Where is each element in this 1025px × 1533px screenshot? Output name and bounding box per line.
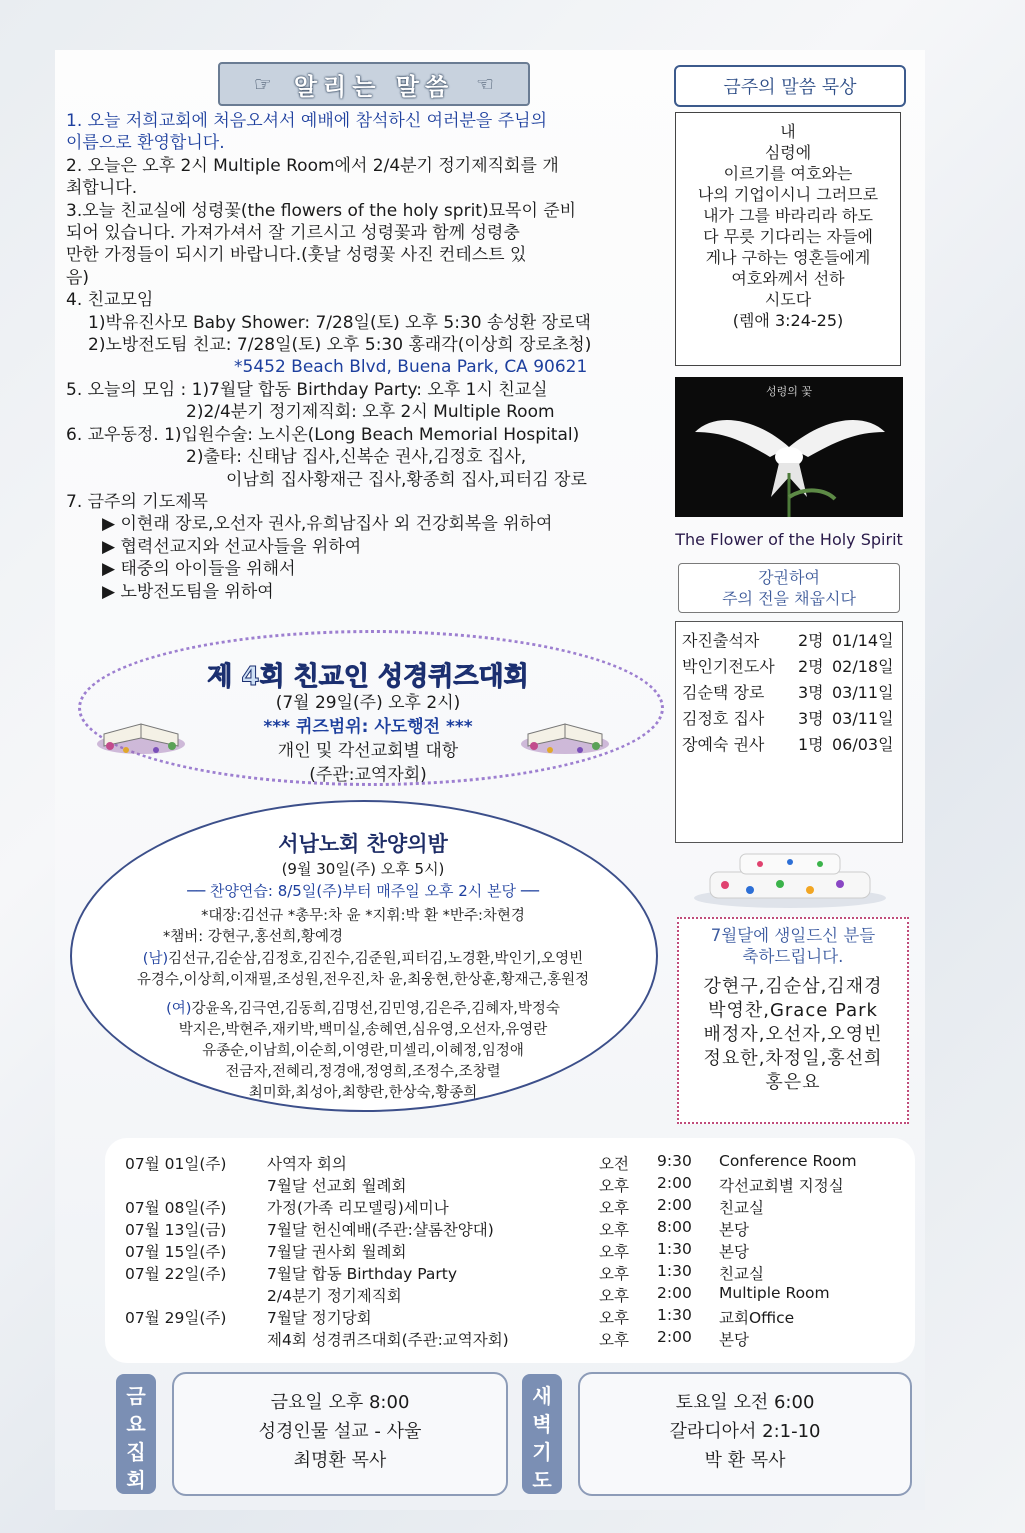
notice-line: 2)2/4분기 정기제직회: 오후 2시 Multiple Room	[186, 402, 555, 423]
friday-speaker: 최명환 목사	[293, 1450, 387, 1471]
notice-line: 되어 있습니다. 가져가셔서 잘 기르시고 성령꽃과 함께 성령충	[66, 223, 520, 244]
schedule-ampm: 오후	[599, 1265, 629, 1283]
birthday-cake-icon	[690, 850, 890, 910]
schedule-date: 07월 15일(주)	[125, 1243, 227, 1261]
notice-line: 이름으로 환영합니다.	[66, 133, 225, 154]
pointing-hand-right-icon: ☞	[253, 72, 272, 96]
men-names: 김선규,김순삼,김정호,김진수,김준원,피터김,노경환,박인기,오영빈	[168, 951, 584, 967]
friday-time: 금요일 오후 8:00	[270, 1392, 410, 1413]
schedule-ampm: 오후	[599, 1287, 629, 1305]
schedule-place: Conference Room	[719, 1152, 857, 1170]
birthday-title-line: 축하드립니다.	[742, 947, 844, 966]
men-row: 유경수,이상희,이재필,조성원,전우진,차 윤,최웅현,한상훈,황재근,홍원정	[136, 972, 590, 988]
friday-meeting-box	[172, 1372, 508, 1496]
schedule-place: 본당	[719, 1331, 749, 1349]
schedule-date: 07월 22일(주)	[125, 1265, 227, 1283]
schedule-time: 9:30	[657, 1152, 692, 1170]
women-label: (여)	[166, 1001, 192, 1017]
attendance-title-line: 주의 전을 채웁시다	[722, 589, 856, 608]
dawn-prayer-tab	[522, 1374, 562, 1494]
schedule-event: 제4회 성경퀴즈대회(주관:교역자회)	[267, 1331, 509, 1349]
notice-line: 음)	[66, 267, 90, 288]
schedule-event: 7월달 합동 Birthday Party	[267, 1265, 458, 1283]
schedule-ampm: 오후	[599, 1243, 629, 1261]
birthday-names-line: 박영찬,Grace Park	[708, 1000, 878, 1021]
notice-line: 2)출타: 신태남 집사,신복순 권사,김정호 집사,	[186, 447, 527, 468]
schedule-event: 7월달 권사회 월례회	[267, 1243, 407, 1261]
meditation-title-box	[674, 65, 906, 107]
quiz-type: 개인 및 각선교회별 대항	[277, 741, 459, 761]
pointing-hand-left-icon: ☜	[476, 72, 495, 96]
schedule-ampm: 오후	[599, 1221, 629, 1239]
notice-line: 7. 금주의 기도제목	[66, 491, 208, 512]
quiz-date: (7월 29일(주) 오후 2시)	[275, 693, 461, 713]
schedule-time: 8:00	[657, 1218, 692, 1236]
dawn-speaker: 박 환 목사	[704, 1450, 786, 1471]
quiz-host: (주관:교역자회)	[309, 765, 427, 785]
men-label: (남)	[142, 951, 169, 967]
schedule-ampm: 오후	[599, 1199, 629, 1217]
schedule-ampm: 오후	[599, 1331, 629, 1349]
schedule-event: 7월달 정기당회	[267, 1309, 372, 1327]
friday-topic: 성경인물 설교 - 사울	[258, 1421, 422, 1442]
attendance-title-box	[678, 563, 900, 613]
notice-line: 2. 오늘은 오후 2시 Multiple Room에서 2/4분기 정기제직회를 개	[66, 155, 559, 176]
bible-quiz-section	[68, 630, 668, 790]
dawn-prayer-tab-label: 새 벽 기 도	[532, 1384, 552, 1492]
schedule-place: 각선교회별 지정실	[719, 1177, 844, 1195]
schedule-date: 07월 08일(주)	[125, 1199, 227, 1217]
schedule-time: 1:30	[657, 1306, 692, 1324]
verse-line: 나의 기업이시니 그러므로	[697, 185, 879, 204]
notice-title: 알리는 말씀	[293, 72, 455, 101]
birthday-names-line: 배정자,오선자,오영빈	[703, 1024, 883, 1045]
notice-title-banner	[218, 62, 530, 106]
praise-night-date: (9월 30일(주) 오후 5시)	[281, 860, 445, 878]
verse-line: 심령에	[764, 143, 812, 162]
holy-spirit-flower-image	[675, 377, 903, 517]
schedule-event: 7월달 헌신예배(주관:샬롬찬양대)	[267, 1221, 494, 1239]
verse-reference: (렘애 3:24-25)	[732, 311, 844, 330]
schedule-time: 2:00	[657, 1284, 692, 1302]
schedule-place: 친교실	[719, 1199, 764, 1217]
schedule-place: 본당	[719, 1243, 749, 1261]
prayer-item: ▶ 태중의 아이들을 위해서	[102, 559, 296, 580]
choir-roles: *대장:김선규 *총무:차 윤 *지휘:박 환 *반주:차현경	[201, 908, 525, 924]
women-names: 강윤옥,김극연,김동희,김명선,김민영,김은주,김혜자,박정숙	[191, 1001, 560, 1017]
women-row	[70, 997, 656, 1018]
verse-line: 내	[780, 122, 796, 141]
notice-list	[66, 110, 666, 603]
verse-line: 여호와께서 선하	[731, 269, 845, 288]
notice-line: 2)노방전도팀 친교: 7/28일(토) 오후 5:30 홍래각(이상희 장로초청)	[88, 335, 592, 356]
notice-line: 5. 오늘의 모임 : 1)7월달 합동 Birthday Party: 오후 1시 친교실	[66, 379, 548, 400]
schedule-place: 친교실	[719, 1265, 764, 1283]
schedule-event: 2/4분기 정기제직회	[267, 1287, 402, 1305]
women-row: 최미화,최성아,최향란,한상숙,황종희	[248, 1085, 478, 1101]
notice-line: 만한 가정들이 되시기 바랍니다.(훗날 성령꽃 사진 컨테스트 있	[66, 245, 527, 266]
quiz-range: *** 퀴즈범위: 사도행전 ***	[263, 717, 473, 737]
notice-line: 이남희 집사황재근 집사,황종희 집사,피터김 장로	[226, 469, 587, 490]
dawn-time: 토요일 오전 6:00	[675, 1392, 815, 1413]
schedule-event: 가정(가족 리모델링)세미나	[267, 1199, 449, 1217]
attendance-list: 자진출석자 2명 01/14일 박인기전도사 2명 02/18일 김순택 장로 3명 03/11일 김정호 집사 3명 03/11일 장예숙 권사 1명 06/03일	[675, 621, 903, 843]
schedule-ampm: 오후	[599, 1177, 629, 1195]
birthday-names-line: 정요한,차정일,홍선희	[703, 1048, 883, 1069]
friday-meeting-tab	[116, 1374, 156, 1494]
schedule-date: 07월 29일(주)	[125, 1309, 227, 1327]
schedule-place: Multiple Room	[719, 1284, 830, 1302]
schedule-ampm: 오후	[599, 1309, 629, 1327]
schedule-ampm: 오전	[599, 1155, 629, 1173]
notice-line: 6. 교우동정. 1)입원수술: 노시온(Long Beach Memorial Hospital)	[66, 424, 580, 445]
notice-line: 3.오늘 친교실에 성령꽃(the flowers of the holy sprit)묘목이 준비	[66, 200, 577, 221]
prayer-item: ▶ 노방전도팀을 위하여	[102, 581, 274, 602]
verse-line: 시도다	[764, 290, 812, 309]
chamber-members: *챔버: 강현구,홍선희,황예경	[162, 929, 344, 945]
monthly-schedule	[105, 1138, 915, 1363]
schedule-time: 1:30	[657, 1240, 692, 1258]
schedule-place: 본당	[719, 1221, 749, 1239]
men-row	[70, 947, 656, 968]
notice-line: 1. 오늘 저희교회에 처음오셔서 예배에 참석하신 여러분을 주님의	[66, 111, 548, 131]
women-row: 박지은,박현주,재키박,백미실,송혜연,심유영,오선자,유영란	[178, 1022, 548, 1038]
schedule-place: 교회Office	[719, 1309, 795, 1327]
schedule-event: 7월달 선교회 월례회	[267, 1177, 407, 1195]
verse-line: 다 무릇 기다리는 자들에	[703, 227, 873, 246]
schedule-time: 1:30	[657, 1262, 692, 1280]
attendance-title-line: 강권하여	[758, 568, 820, 587]
prayer-item: ▶ 이현래 장로,오선자 권사,유희남집사 외 건강회복을 위하여	[102, 514, 553, 535]
dawn-prayer-box	[578, 1372, 912, 1496]
women-row: 유종순,이남희,이순희,이영란,미셀리,이혜정,임정애	[202, 1043, 524, 1059]
meditation-box	[675, 112, 901, 366]
birthday-box	[677, 917, 909, 1124]
birthday-names-line: 강현구,김순삼,김재경	[703, 976, 883, 997]
birthday-title-line: 7월달에 생일드신 분들	[710, 926, 876, 945]
notice-address: *5452 Beach Blvd, Buena Park, CA 90621	[234, 357, 588, 378]
schedule-date: 07월 01일(주)	[125, 1155, 227, 1173]
verse-line: 게나 구하는 영혼들에게	[705, 248, 871, 267]
quiz-title: 제 4회 친교인 성경퀴즈대회	[207, 662, 529, 692]
meditation-title: 금주의 말씀 묵상	[723, 77, 857, 98]
schedule-date: 07월 13일(금)	[125, 1221, 227, 1239]
notice-line: 1)박유진사모 Baby Shower: 7/28일(토) 오후 5:30 송성환 장로댁	[88, 312, 591, 333]
praise-night-title: 서남노회 찬양의밤	[278, 832, 448, 856]
praise-night-section	[70, 800, 656, 1110]
flower-image-label: 성령의 꽃	[765, 385, 812, 398]
notice-line: 4. 친교모임	[66, 290, 154, 311]
birthday-names-line: 홍은요	[765, 1072, 821, 1093]
verse-line: 내가 그를 바라리라 하도	[703, 206, 873, 225]
flower-caption: The Flower of the Holy Spirit	[675, 530, 903, 549]
women-row: 전금자,전혜리,정경애,정영희,조정수,조창렬	[225, 1064, 501, 1080]
schedule-time: 2:00	[657, 1174, 692, 1192]
verse-line: 이르기를 여호와는	[723, 164, 853, 183]
prayer-item: ▶ 협력선교지와 선교사들을 위하여	[102, 536, 362, 557]
schedule-time: 2:00	[657, 1328, 692, 1346]
schedule-time: 2:00	[657, 1196, 692, 1214]
notice-line: 최합니다.	[66, 178, 138, 199]
practice-schedule: ── 찬양연습: 8/5일(주)부터 매주일 오후 2시 본당 ──	[187, 882, 539, 900]
schedule-event: 사역자 회의	[267, 1155, 347, 1173]
dawn-verse: 갈라디아서 2:1-10	[669, 1421, 821, 1442]
friday-meeting-tab-label: 금 요 집 회	[126, 1384, 146, 1492]
